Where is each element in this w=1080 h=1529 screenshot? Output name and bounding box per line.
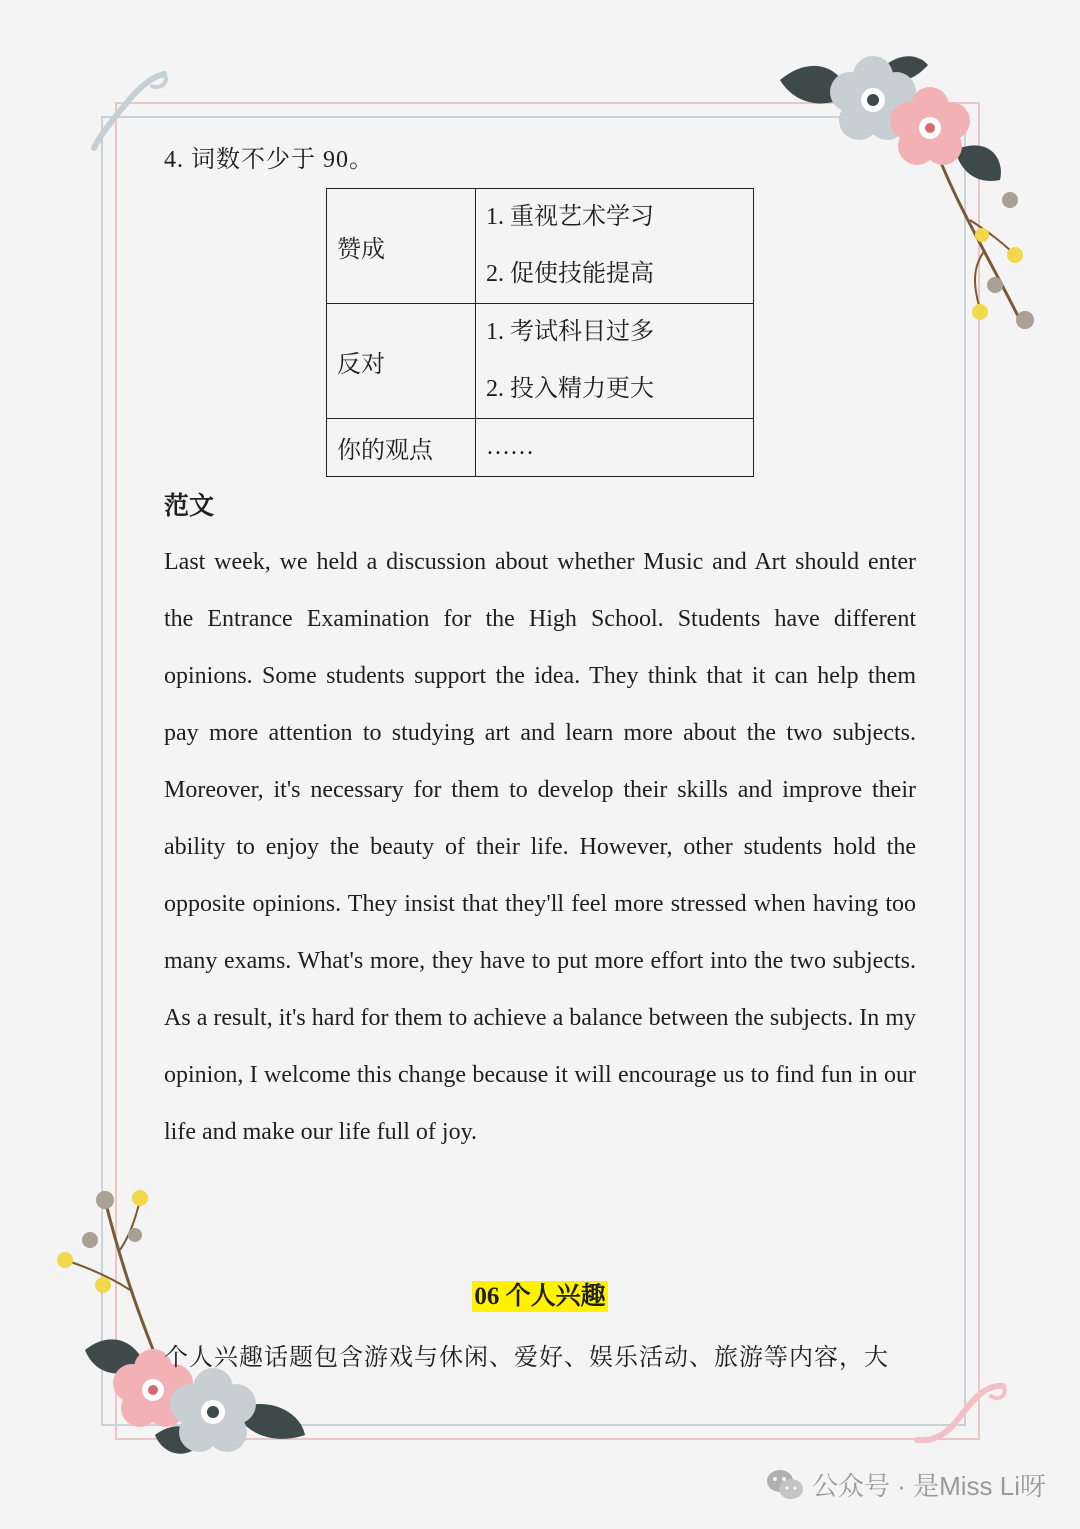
sample-essay-text: Last week, we held a discussion about whether Music and Art should enter the Entrance Examination for the High School. Students have different opinions. Some students support the idea. They think that it can help them pay more attention to studying art and learn more about the two subjects. Moreover, it's necessary for them to develop their skills and improve their ability to enjoy the beauty of their life. However, other students hold the opposite opinions. They insist that they'll feel more stressed when having too many exams. What's more, they have to put more effort into the two subjects. As a result, it's hard for them to achieve a balance between the subjects. In my opinion, I welcome this change because it will encourage us to find fun in our life and make our life full of joy. xyxy=(164,549,916,1145)
section-intro-text: 个人兴趣话题包含游戏与休闲、爱好、娱乐活动、旅游等内容，大 xyxy=(164,1345,889,1371)
section-heading xyxy=(0,1276,1080,1312)
wechat-icon xyxy=(766,1469,804,1501)
table-row-label: 反对 xyxy=(327,304,476,419)
table-row-items xyxy=(476,304,754,419)
list-item: 2. 促使技能提高 xyxy=(486,261,654,287)
watermark xyxy=(766,1466,1046,1503)
swirl-ornament-top-left xyxy=(86,68,176,158)
swirl-ornament-bottom-right xyxy=(905,1378,1015,1448)
word-count-requirement: 4. 词数不少于 90。 xyxy=(164,147,374,173)
table-row-label: 你的观点 xyxy=(327,419,476,477)
floral-ornament-top-right xyxy=(770,50,1060,340)
floral-ornament-bottom-left xyxy=(35,1180,325,1470)
table-row-label: 赞成 xyxy=(327,189,476,304)
list-item: …… xyxy=(486,434,534,460)
table-row-items xyxy=(476,419,754,477)
watermark-text: 公众号 · 是Miss Li呀 xyxy=(811,1471,1046,1501)
list-item: 1. 重视艺术学习 xyxy=(486,204,654,230)
table-row xyxy=(327,419,754,477)
section-heading-text: 06 个人兴趣 xyxy=(474,1283,606,1310)
table-row xyxy=(327,304,754,419)
table-row-items xyxy=(476,189,754,304)
sample-essay-title: 范文 xyxy=(164,493,215,520)
table-row xyxy=(327,189,754,304)
list-item: 1. 考试科目过多 xyxy=(486,319,654,345)
opinion-table xyxy=(326,188,754,477)
list-item: 2. 投入精力更大 xyxy=(486,376,654,402)
